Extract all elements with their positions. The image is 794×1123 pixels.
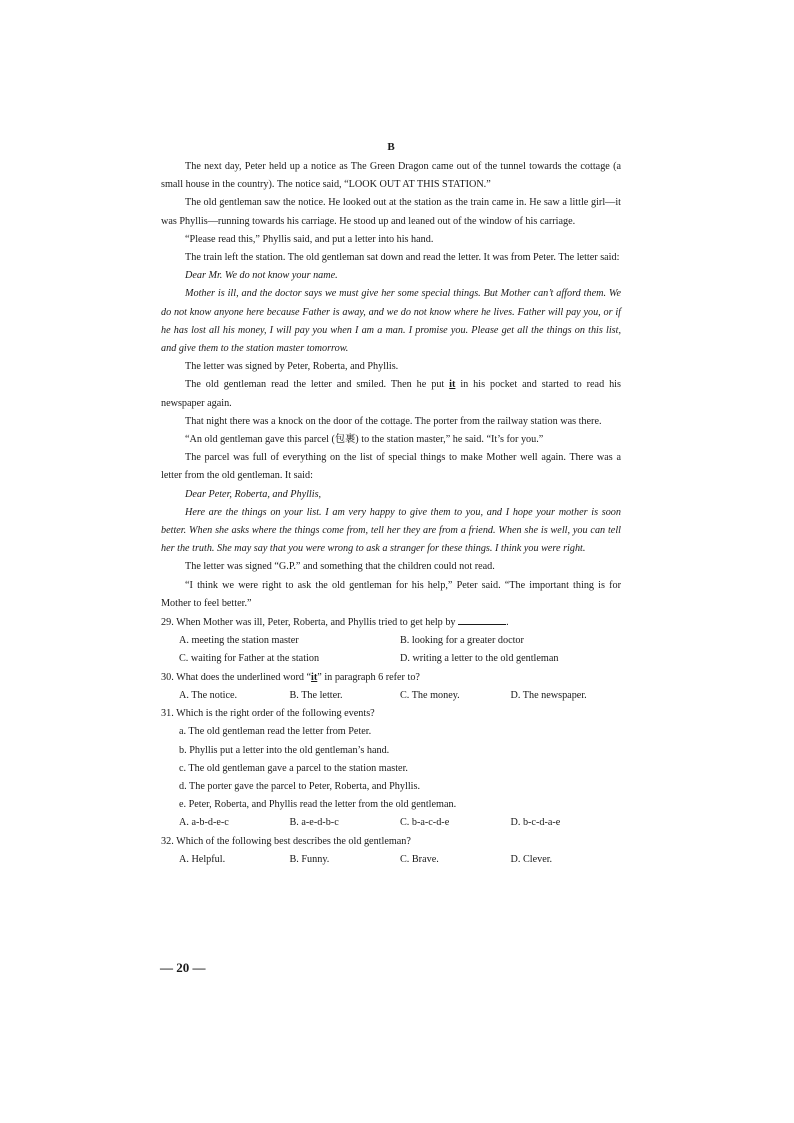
question-stem: 32. Which of the following best describes the old gentleman?: [161, 835, 411, 847]
option-c[interactable]: C. waiting for Father at the station: [179, 653, 320, 665]
option-b[interactable]: B. looking for a greater doctor: [400, 635, 524, 647]
option-c[interactable]: C. The money.: [400, 689, 460, 701]
underlined-word: it: [311, 671, 318, 683]
option-b[interactable]: B. a-e-d-b-c: [289, 817, 339, 829]
event-item: b. Phyllis put a letter into the old gentleman’s hand.: [179, 744, 390, 756]
paragraph: The letter was signed “G.P.” and something that the children could not read.: [185, 561, 495, 573]
stem-text: ” in paragraph 6 refer to?: [317, 671, 420, 683]
option-c[interactable]: C. Brave.: [400, 853, 439, 865]
paragraph: The letter was signed by Peter, Roberta, and Phyllis.: [185, 361, 399, 373]
question-stem: [161, 613, 621, 632]
paragraph-text: in his pocket and started to read his newspaper again.: [161, 379, 621, 409]
event-item: a. The old gentleman read the letter from Peter.: [179, 726, 372, 738]
letter-line: Dear Peter, Roberta, and Phyllis,: [185, 488, 322, 500]
letter-line: Here are the things on your list. I am very happy to give them to you, and I hope your mother is soon better. When she asks where the things come from, tell her they are from a friend. When she is well, you can tell her the truth. She may say that you were wrong to ask a stranger for these things. I think you were right.: [161, 506, 621, 555]
letter-line: Mother is ill, and the doctor says we must give her some special things. But Mother can’t afford them. We do not know anyone here because Father is away, and we do not know where he lives. Father will pay you, or if he has lost all his money, I will pay you when I am a man. I promise you. Please get all the things on this list, and give them to the station master tomorrow.: [161, 288, 621, 355]
options: [161, 814, 621, 832]
paragraph: “Please read this,” Phyllis said, and put a letter into his hand.: [185, 233, 434, 245]
question-32: [161, 833, 621, 869]
paragraph: The next day, Peter held up a notice as The Green Dragon came out of the tunnel towards the cottage (a small house in the country). The notice said, “LOOK OUT AT THIS STATION.”: [161, 161, 621, 191]
underlined-word: it: [449, 379, 456, 391]
question-31: [161, 705, 621, 832]
options: [161, 687, 621, 705]
stem-text: 30. What does the underlined word “: [161, 671, 312, 683]
option-b[interactable]: B. The letter.: [289, 689, 343, 701]
option-d[interactable]: D. b-c-d-a-e: [510, 817, 561, 829]
option-d[interactable]: D. Clever.: [510, 853, 553, 865]
paragraph-text: The old gentleman read the letter and smiled. Then he put: [185, 379, 450, 391]
passage: [161, 158, 621, 613]
answer-blank: [458, 613, 506, 625]
event-item: e. Peter, Roberta, and Phyllis read the letter from the old gentleman.: [179, 799, 457, 811]
paragraph: The train left the station. The old gentleman sat down and read the letter. It was from Peter. The letter said:: [185, 252, 620, 264]
paragraph: “An old gentleman gave this parcel (包裹) to the station master,” he said. “It’s for you.”: [185, 434, 544, 446]
option-a[interactable]: A. The notice.: [179, 689, 238, 701]
event-item: d. The porter gave the parcel to Peter, Roberta, and Phyllis.: [179, 780, 421, 792]
option-b[interactable]: B. Funny.: [289, 853, 330, 865]
paragraph: The old gentleman saw the notice. He looked out at the station as the train came in. He saw a little girl—it was Phyllis—running towards his carriage. He stood up and leaned out of the window of his carriage.: [161, 197, 621, 227]
paragraph: [161, 376, 621, 412]
option-c[interactable]: C. b-a-c-d-e: [400, 817, 450, 829]
paragraph: That night there was a knock on the door of the cottage. The porter from the railway station was there.: [185, 415, 602, 427]
paragraph: “I think we were right to ask the old gentleman for his help,” Peter said. “The important thing is for Mother to feel better.”: [161, 579, 621, 609]
section-title: B: [387, 141, 395, 153]
option-d[interactable]: D. writing a letter to the old gentleman: [400, 653, 559, 665]
options: [161, 632, 621, 668]
stem-text: 29. When Mother was ill, Peter, Roberta, and Phyllis tried to get help by: [161, 617, 456, 629]
page-number: — 20 —: [160, 960, 206, 975]
exam-page: [161, 140, 621, 869]
stem-end: .: [506, 617, 509, 629]
question-stem: 31. Which is the right order of the following events?: [161, 708, 375, 720]
paragraph: The parcel was full of everything on the list of special things to make Mother well again. There was a letter from the old gentleman. It said:: [161, 452, 621, 482]
question-29: [161, 613, 621, 669]
option-d[interactable]: D. The newspaper.: [510, 689, 587, 701]
option-a[interactable]: A. Helpful.: [179, 853, 226, 865]
letter-line: Dear Mr. We do not know your name.: [185, 270, 338, 282]
question-stem: [161, 669, 621, 687]
options: [161, 851, 621, 869]
option-a[interactable]: A. a-b-d-e-c: [179, 817, 229, 829]
option-a[interactable]: A. meeting the station master: [179, 635, 299, 647]
question-30: [161, 669, 621, 705]
event-item: c. The old gentleman gave a parcel to the station master.: [179, 762, 408, 774]
